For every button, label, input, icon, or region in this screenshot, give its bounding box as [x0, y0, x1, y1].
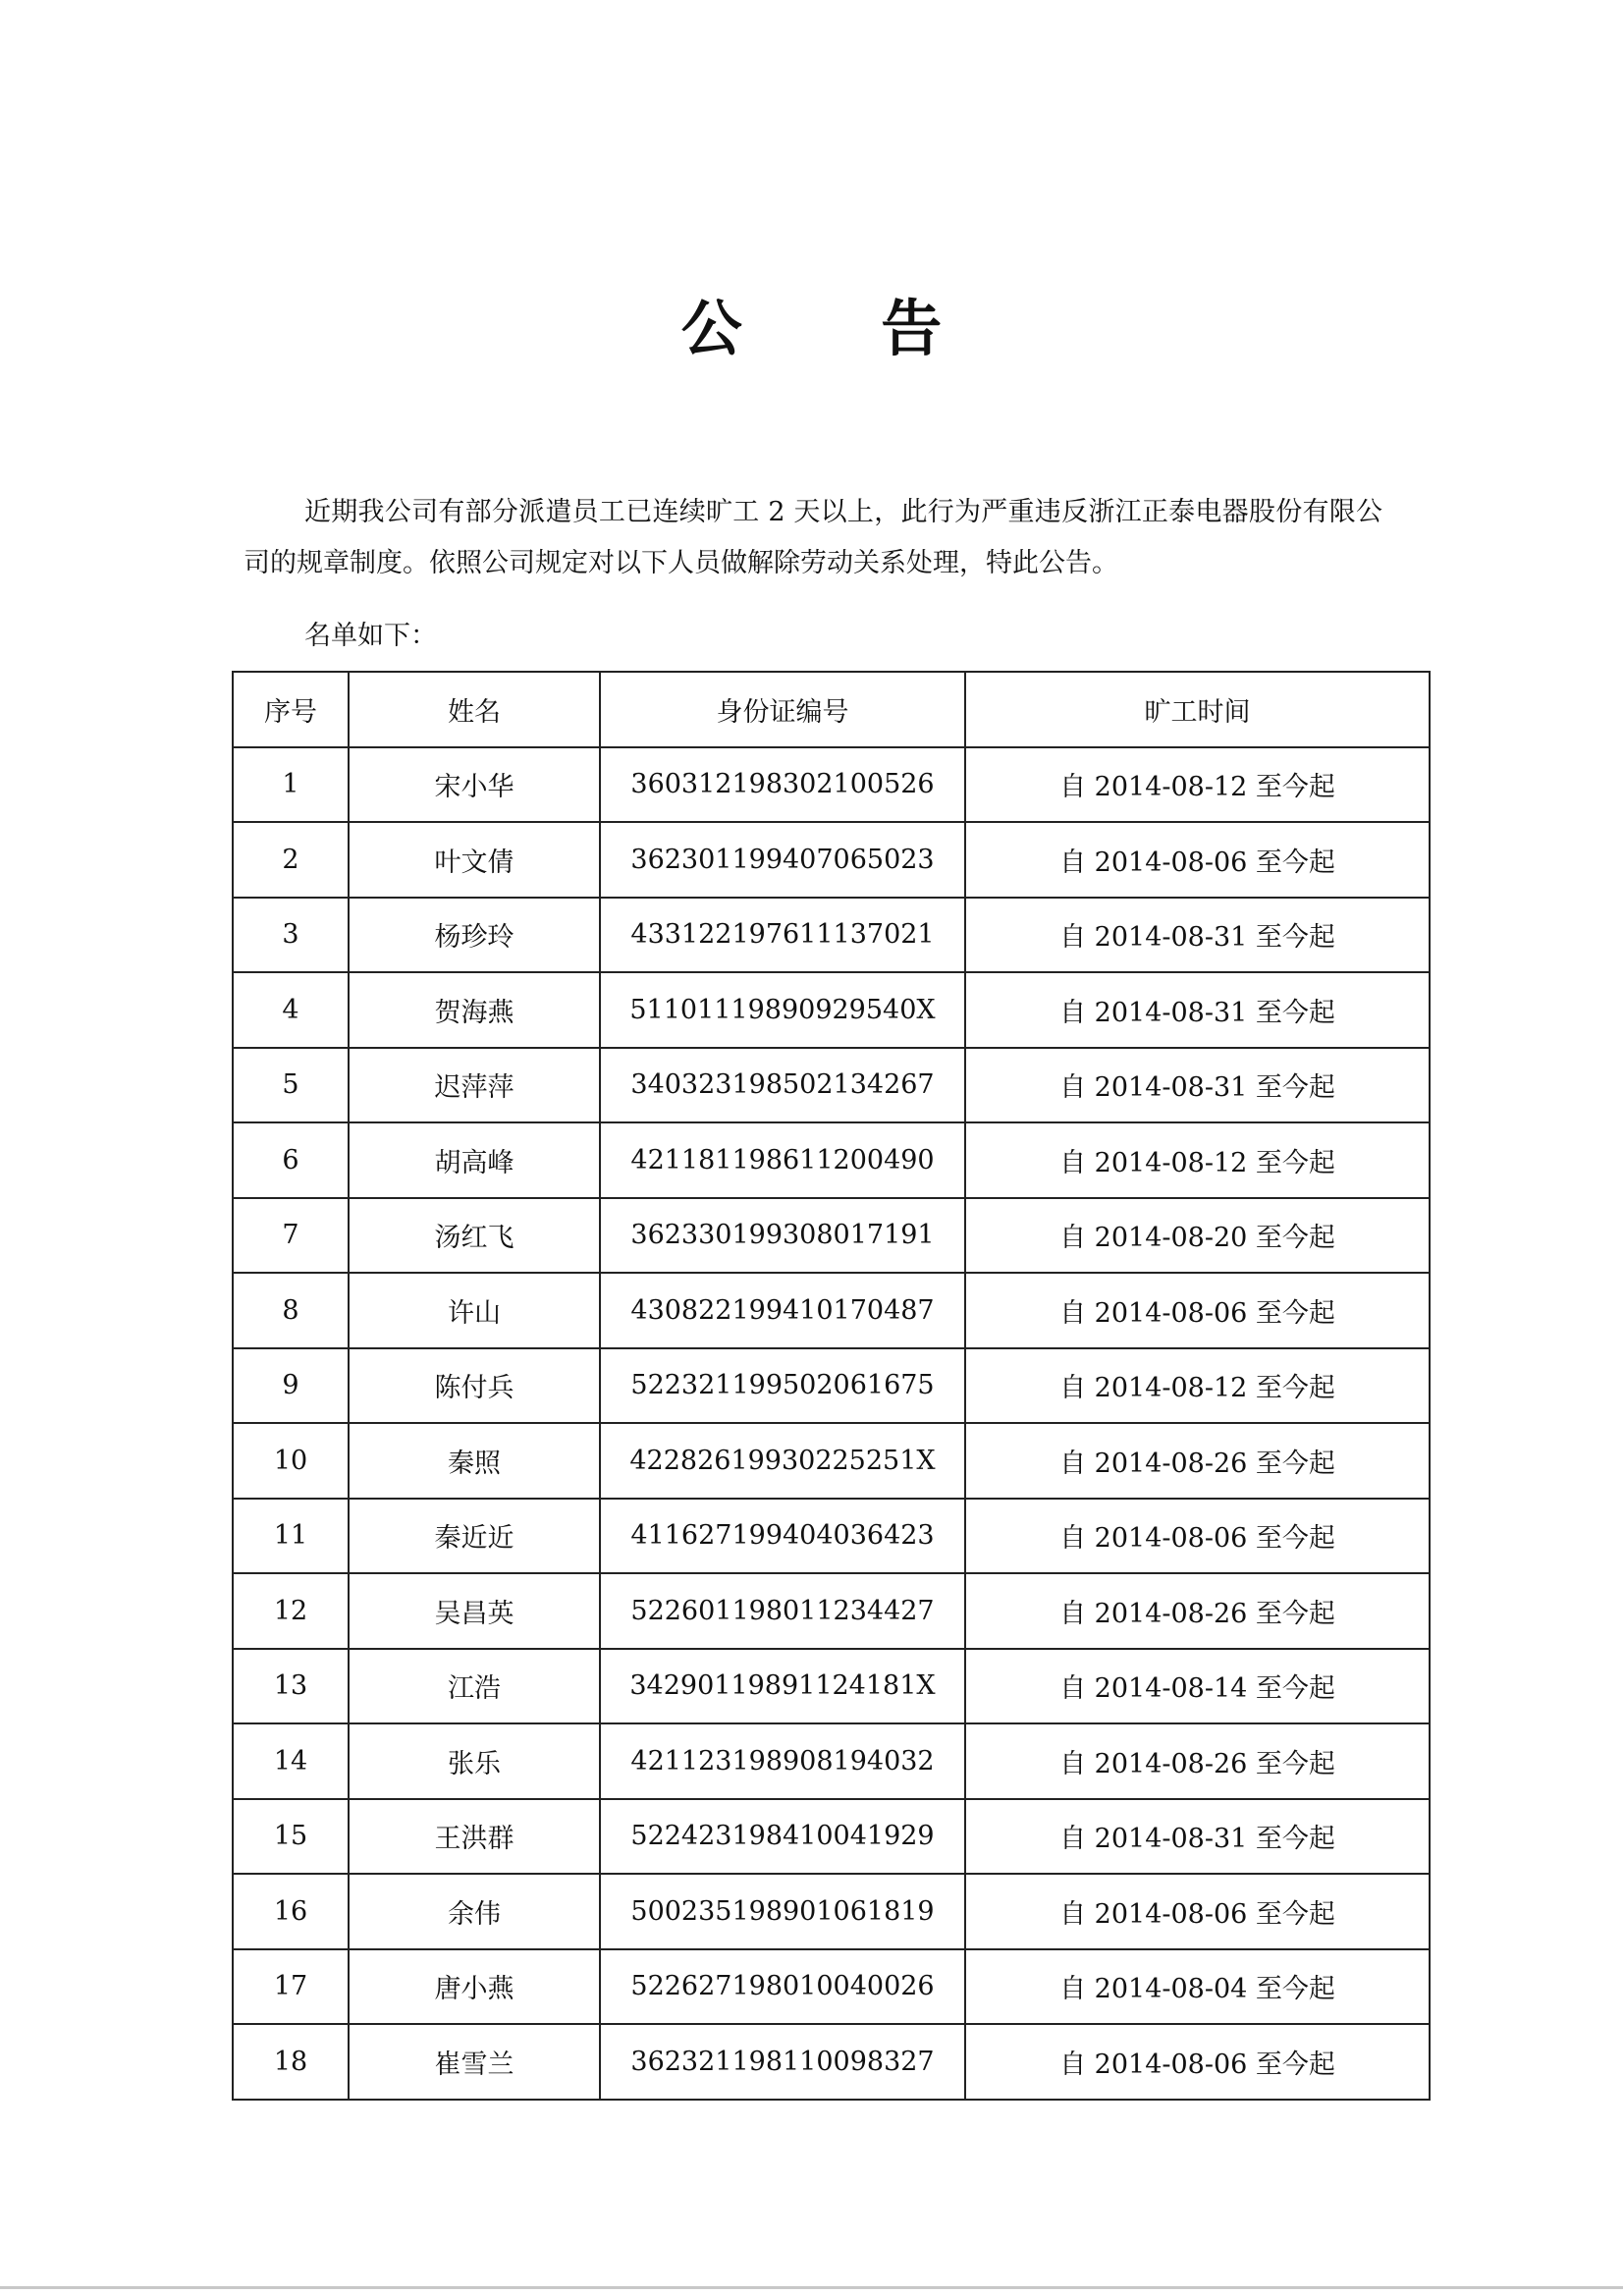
- cell-index: 17: [233, 1949, 349, 2025]
- list-intro: 名单如下：: [304, 621, 437, 651]
- cell-absence-time: 自 2014-08-31 至今起: [965, 972, 1430, 1048]
- table-row: [233, 1348, 1430, 1424]
- cell-name: 胡高峰: [349, 1122, 600, 1198]
- cell-name: 汤红飞: [349, 1198, 600, 1274]
- cell-name: 贺海燕: [349, 972, 600, 1048]
- cell-id-number: 522423198410041929: [600, 1799, 965, 1875]
- cell-id-number: 421123198908194032: [600, 1723, 965, 1799]
- table-row: [233, 898, 1430, 973]
- table-row: [233, 1649, 1430, 1724]
- table-row: [233, 822, 1430, 898]
- cell-name: 叶文倩: [349, 822, 600, 898]
- cell-absence-time: 自 2014-08-14 至今起: [965, 1649, 1430, 1724]
- table-row: [233, 1573, 1430, 1649]
- cell-index: 3: [233, 898, 349, 973]
- table-header-row: [233, 672, 1430, 747]
- cell-name: 王洪群: [349, 1799, 600, 1875]
- table-row: [233, 1423, 1430, 1499]
- cell-absence-time: 自 2014-08-26 至今起: [965, 1573, 1430, 1649]
- cell-name: 秦照: [349, 1423, 600, 1499]
- cell-name: 秦近近: [349, 1499, 600, 1574]
- cell-id-number: 430822199410170487: [600, 1273, 965, 1348]
- cell-id-number: 522321199502061675: [600, 1348, 965, 1424]
- cell-absence-time: 自 2014-08-26 至今起: [965, 1723, 1430, 1799]
- table-row: [233, 1949, 1430, 2025]
- cell-name: 张乐: [349, 1723, 600, 1799]
- cell-index: 12: [233, 1573, 349, 1649]
- page-bottom-edge: [0, 2286, 1623, 2289]
- cell-absence-time: 自 2014-08-06 至今起: [965, 2024, 1430, 2100]
- cell-index: 2: [233, 822, 349, 898]
- table-row: [233, 1048, 1430, 1123]
- table-row: [233, 2024, 1430, 2100]
- cell-name: 宋小华: [349, 747, 600, 823]
- header-id-number: 身份证编号: [600, 672, 965, 747]
- cell-index: 7: [233, 1198, 349, 1274]
- cell-name: 迟萍萍: [349, 1048, 600, 1123]
- header-absence-time: 旷工时间: [965, 672, 1430, 747]
- table-row: [233, 1799, 1430, 1875]
- cell-absence-time: 自 2014-08-06 至今起: [965, 822, 1430, 898]
- cell-index: 1: [233, 747, 349, 823]
- cell-absence-time: 自 2014-08-12 至今起: [965, 1122, 1430, 1198]
- cell-name: 江浩: [349, 1649, 600, 1724]
- cell-index: 4: [233, 972, 349, 1048]
- cell-index: 9: [233, 1348, 349, 1424]
- cell-index: 10: [233, 1423, 349, 1499]
- cell-id-number: 340323198502134267: [600, 1048, 965, 1123]
- cell-name: 许山: [349, 1273, 600, 1348]
- cell-index: 13: [233, 1649, 349, 1724]
- cell-id-number: 362301199407065023: [600, 822, 965, 898]
- cell-id-number: 433122197611137021: [600, 898, 965, 973]
- cell-name: 崔雪兰: [349, 2024, 600, 2100]
- cell-index: 6: [233, 1122, 349, 1198]
- table-row: [233, 1122, 1430, 1198]
- cell-id-number: 500235198901061819: [600, 1874, 965, 1949]
- table-row: [233, 747, 1430, 823]
- cell-name: 余伟: [349, 1874, 600, 1949]
- table-row: [233, 1723, 1430, 1799]
- cell-absence-time: 自 2014-08-06 至今起: [965, 1874, 1430, 1949]
- cell-id-number: 421181198611200490: [600, 1122, 965, 1198]
- cell-absence-time: 自 2014-08-06 至今起: [965, 1499, 1430, 1574]
- cell-index: 15: [233, 1799, 349, 1875]
- cell-absence-time: 自 2014-08-26 至今起: [965, 1423, 1430, 1499]
- cell-name: 杨珍玲: [349, 898, 600, 973]
- cell-index: 16: [233, 1874, 349, 1949]
- notice-title: 公 告: [680, 293, 1001, 364]
- cell-id-number: 522601198011234427: [600, 1573, 965, 1649]
- table-row: [233, 1874, 1430, 1949]
- cell-index: 18: [233, 2024, 349, 2100]
- cell-id-number: 522627198010040026: [600, 1949, 965, 2025]
- cell-id-number: 411627199404036423: [600, 1499, 965, 1574]
- employee-table: [232, 671, 1431, 2101]
- cell-absence-time: 自 2014-08-12 至今起: [965, 1348, 1430, 1424]
- table-row: [233, 972, 1430, 1048]
- header-name: 姓名: [349, 672, 600, 747]
- cell-index: 11: [233, 1499, 349, 1574]
- cell-id-number: 362321198110098327: [600, 2024, 965, 2100]
- cell-absence-time: 自 2014-08-20 至今起: [965, 1198, 1430, 1274]
- cell-name: 陈付兵: [349, 1348, 600, 1424]
- cell-index: 5: [233, 1048, 349, 1123]
- table-row: [233, 1499, 1430, 1574]
- cell-absence-time: 自 2014-08-04 至今起: [965, 1949, 1430, 2025]
- notice-paragraph: 近期我公司有部分派遣员工已连续旷工 2 天以上，此行为严重违反浙江正泰电器股份有限公司的规章制度。依照公司规定对以下人员做解除劳动关系处理，特此公告。: [243, 497, 1382, 578]
- cell-absence-time: 自 2014-08-31 至今起: [965, 1799, 1430, 1875]
- cell-index: 14: [233, 1723, 349, 1799]
- cell-absence-time: 自 2014-08-31 至今起: [965, 898, 1430, 973]
- table-row: [233, 1273, 1430, 1348]
- cell-id-number: 42282619930225251X: [600, 1423, 965, 1499]
- table-body: [233, 747, 1430, 2100]
- cell-id-number: 362330199308017191: [600, 1198, 965, 1274]
- cell-absence-time: 自 2014-08-12 至今起: [965, 747, 1430, 823]
- header-index: 序号: [233, 672, 349, 747]
- cell-absence-time: 自 2014-08-06 至今起: [965, 1273, 1430, 1348]
- cell-index: 8: [233, 1273, 349, 1348]
- cell-id-number: 51101119890929540X: [600, 972, 965, 1048]
- cell-name: 唐小燕: [349, 1949, 600, 2025]
- cell-name: 吴昌英: [349, 1573, 600, 1649]
- table-row: [233, 1198, 1430, 1274]
- cell-id-number: 34290119891124181X: [600, 1649, 965, 1724]
- cell-absence-time: 自 2014-08-31 至今起: [965, 1048, 1430, 1123]
- cell-id-number: 360312198302100526: [600, 747, 965, 823]
